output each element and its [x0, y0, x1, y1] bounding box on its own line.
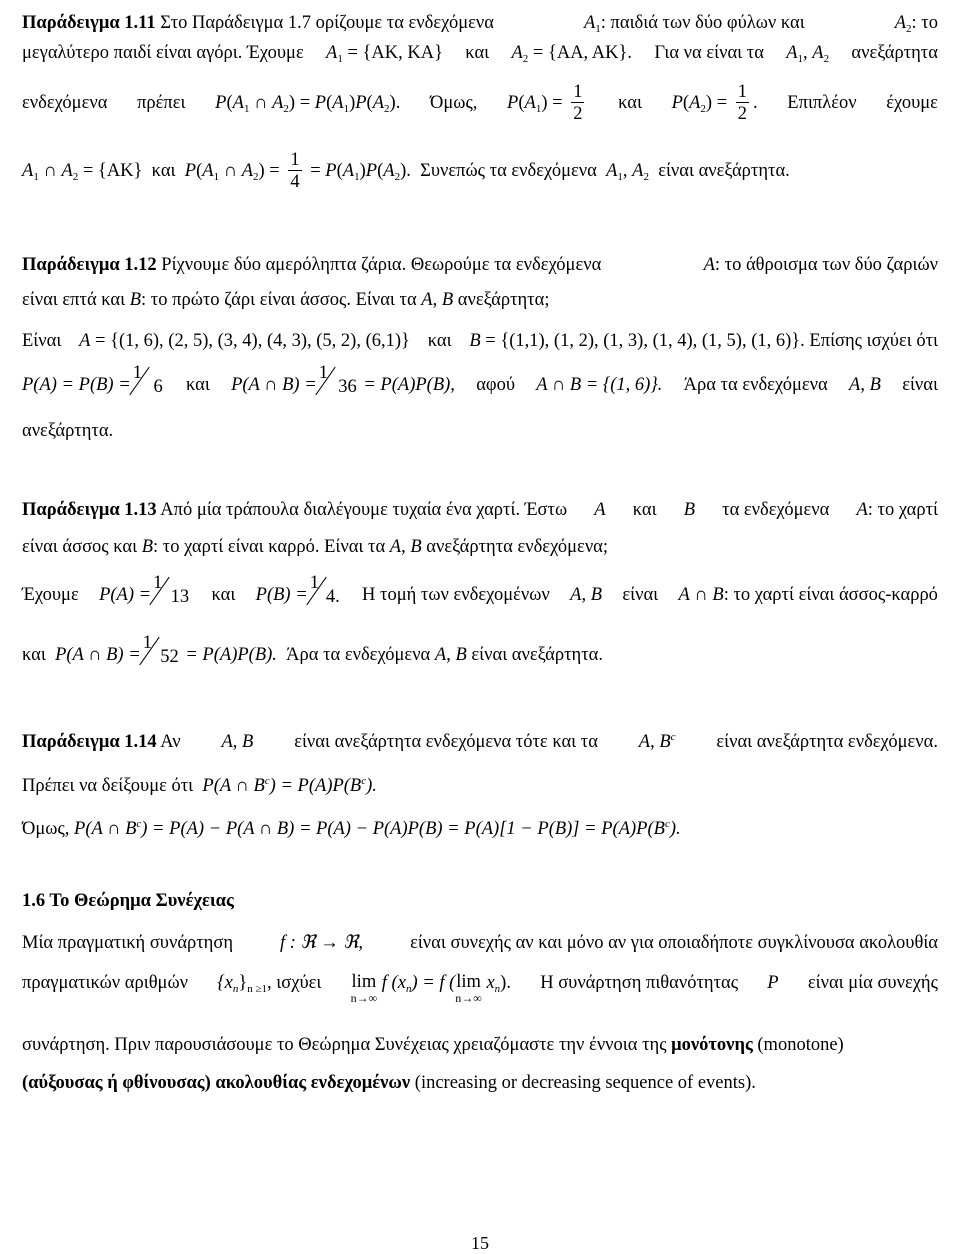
ex113-line2: είναι άσσος και B: το χαρτί είναι καρρό. Είναι τα A, B ανεξάρτητα ενδεχόμενα;: [22, 537, 609, 557]
section-heading: 1.6 Το Θεώρημα Συνέχειας: [22, 891, 234, 911]
fraction-one-36th: 1 36: [319, 370, 357, 396]
lim-operator: lim n→∞: [350, 972, 378, 1005]
ex111-line3: ενδεχόμενα πρέπει $P(A_1$ ∩ $A_2) = P(A_1)P(A_2)$. Όμως, $P(A_1)$ = $\frac{1}{2}$ και $P(A_2)$ = $\frac{1}{2}$ . Επιπλέον έχουμε: [22, 82, 938, 124]
fraction-one-52nd: 1 52: [143, 640, 179, 666]
fraction-one-sixth: 1 6: [133, 370, 163, 396]
fraction-one-quarter: $\frac{1}{4}$: [290, 150, 300, 192]
ex112-line3: Είναι A = {(1, 6), (2, 5), (3, 4), (4, 3), (5, 2), (6,1)} και B = {(1,1), (1, 2), (1, 3), (1, 4), (1, 5), (1, 6)}. Επίσης ισχύει ότι: [22, 331, 938, 351]
sec16-line3: συνάρτηση. Πριν παρουσιάσουμε το Θεώρημα Συνέχειας χρειαζόμαστε την έννοια της μονότονης (monotone): [22, 1035, 844, 1055]
ex113-label: Παράδειγμα 1.13: [22, 500, 157, 520]
ex112-line5: ανεξάρτητα.: [22, 421, 114, 441]
ex112-line4: P(A) = P(B) = 1 6 και P(A ∩ B) = 1 36 = P(A)P(B), αφού A ∩ B = {(1, 6)}. Άρα τα ενδεχόμενα A, B είναι: [22, 363, 938, 397]
lim-operator: lim n→∞: [455, 972, 482, 1005]
sec16-line2: πραγματικών αριθμών $\{x_n\}_{n \ge 1}$, ισχύει lim n→∞ f $(x_n) = f$ (lim n→∞ $x_n$). Η συνάρτηση πιθανότητας P είναι μία συνεχής: [22, 972, 938, 1005]
fraction-one-quarter: 1 4.: [310, 580, 340, 606]
ex112-line1: Παράδειγμα 1.12 Ρίχνουμε δύο αμερόληπτα ζάρια. Θεωρούμε τα ενδεχόμενα A: το άθροισμα των δύο ζαριών: [22, 255, 938, 275]
fraction-one-half: $\frac{1}{2}$: [573, 82, 583, 124]
ex114-line3: Όμως, P(A ∩ $B^c) = P(A) - P(A$ ∩ $B) = P(A) - P(A)P(B) = P(A)[1 - P(B)] = P(A)P(B^c)$.: [22, 818, 681, 839]
ex112-line2: είναι επτά και B: το πρώτο ζάρι είναι άσσος. Είναι τα A, B ανεξάρτητα;: [22, 290, 550, 310]
fraction-one-half: $\frac{1}{2}$: [737, 82, 748, 124]
ex113-line1: Παράδειγμα 1.13 Από μία τράπουλα διαλέγουμε τυχαία ένα χαρτί. Έστω A και B τα ενδεχόμενα A: το χαρτί: [22, 500, 938, 520]
ex114-line2: Πρέπει να δείξουμε ότι P(A ∩ $B^c) = P(A)P(B^c)$.: [22, 775, 377, 796]
ex111-label: Παράδειγμα 1.11: [22, 13, 156, 33]
ex114-label: Παράδειγμα 1.14: [22, 732, 157, 752]
sec16-line1: Μία πραγματική συνάρτηση f : ℜ → ℜ, είναι συνεχής αν και μόνο αν για οποιαδήποτε συγκλίνουσα ακολουθία: [22, 933, 938, 953]
page-number: 15: [471, 1233, 489, 1253]
ex114-line1: Παράδειγμα 1.14 Αν A, B είναι ανεξάρτητα ενδεχόμενα τότε και τα A, $B^c$ είναι ανεξάρτητα ενδεχόμενα.: [22, 731, 938, 752]
ex111-line2: μεγαλύτερο παιδί είναι αγόρι. Έχουμε $A_1 = \{AK$, KA} και $A_2 = \{AA$, AK}. Για να είναι τα $A_1$, $A_2$ ανεξάρτητα: [22, 43, 938, 65]
ex111-line4: $A_1$ ∩ $A_2 = \{AK\}$ και $P(A_1$ ∩ $A_2$) = $\frac{1}{4}$ = $P(A_1)P(A_2)$. Συνεπώς τα ενδεχόμενα $A_1$, $A_2$ είναι ανεξάρτητα.: [22, 150, 790, 192]
ex111-line1: Παράδειγμα 1.11 Στο Παράδειγμα 1.7 ορίζουμε τα ενδεχόμενα $A_1$: παιδιά των δύο φύλων και $A_2$: το: [22, 13, 938, 35]
ex113-line4: και P(A ∩ B) = 1 52 = P(A)P(B). Άρα τα ενδεχόμενα A, B είναι ανεξάρτητα.: [22, 633, 603, 667]
ex112-label: Παράδειγμα 1.12: [22, 255, 157, 275]
ex113-line3: Έχουμε P(A) = 1 13 και P(B) = 1 4. Η τομή των ενδεχομένων A, B είναι A ∩ B: το χαρτί είναι άσσος-καρρό: [22, 573, 938, 607]
sec16-line4: (αύξουσας ή φθίνουσας) ακολουθίας ενδεχομένων (increasing or decreasing sequence of events).: [22, 1073, 756, 1093]
fraction-one-13th: 1 13: [153, 580, 189, 606]
